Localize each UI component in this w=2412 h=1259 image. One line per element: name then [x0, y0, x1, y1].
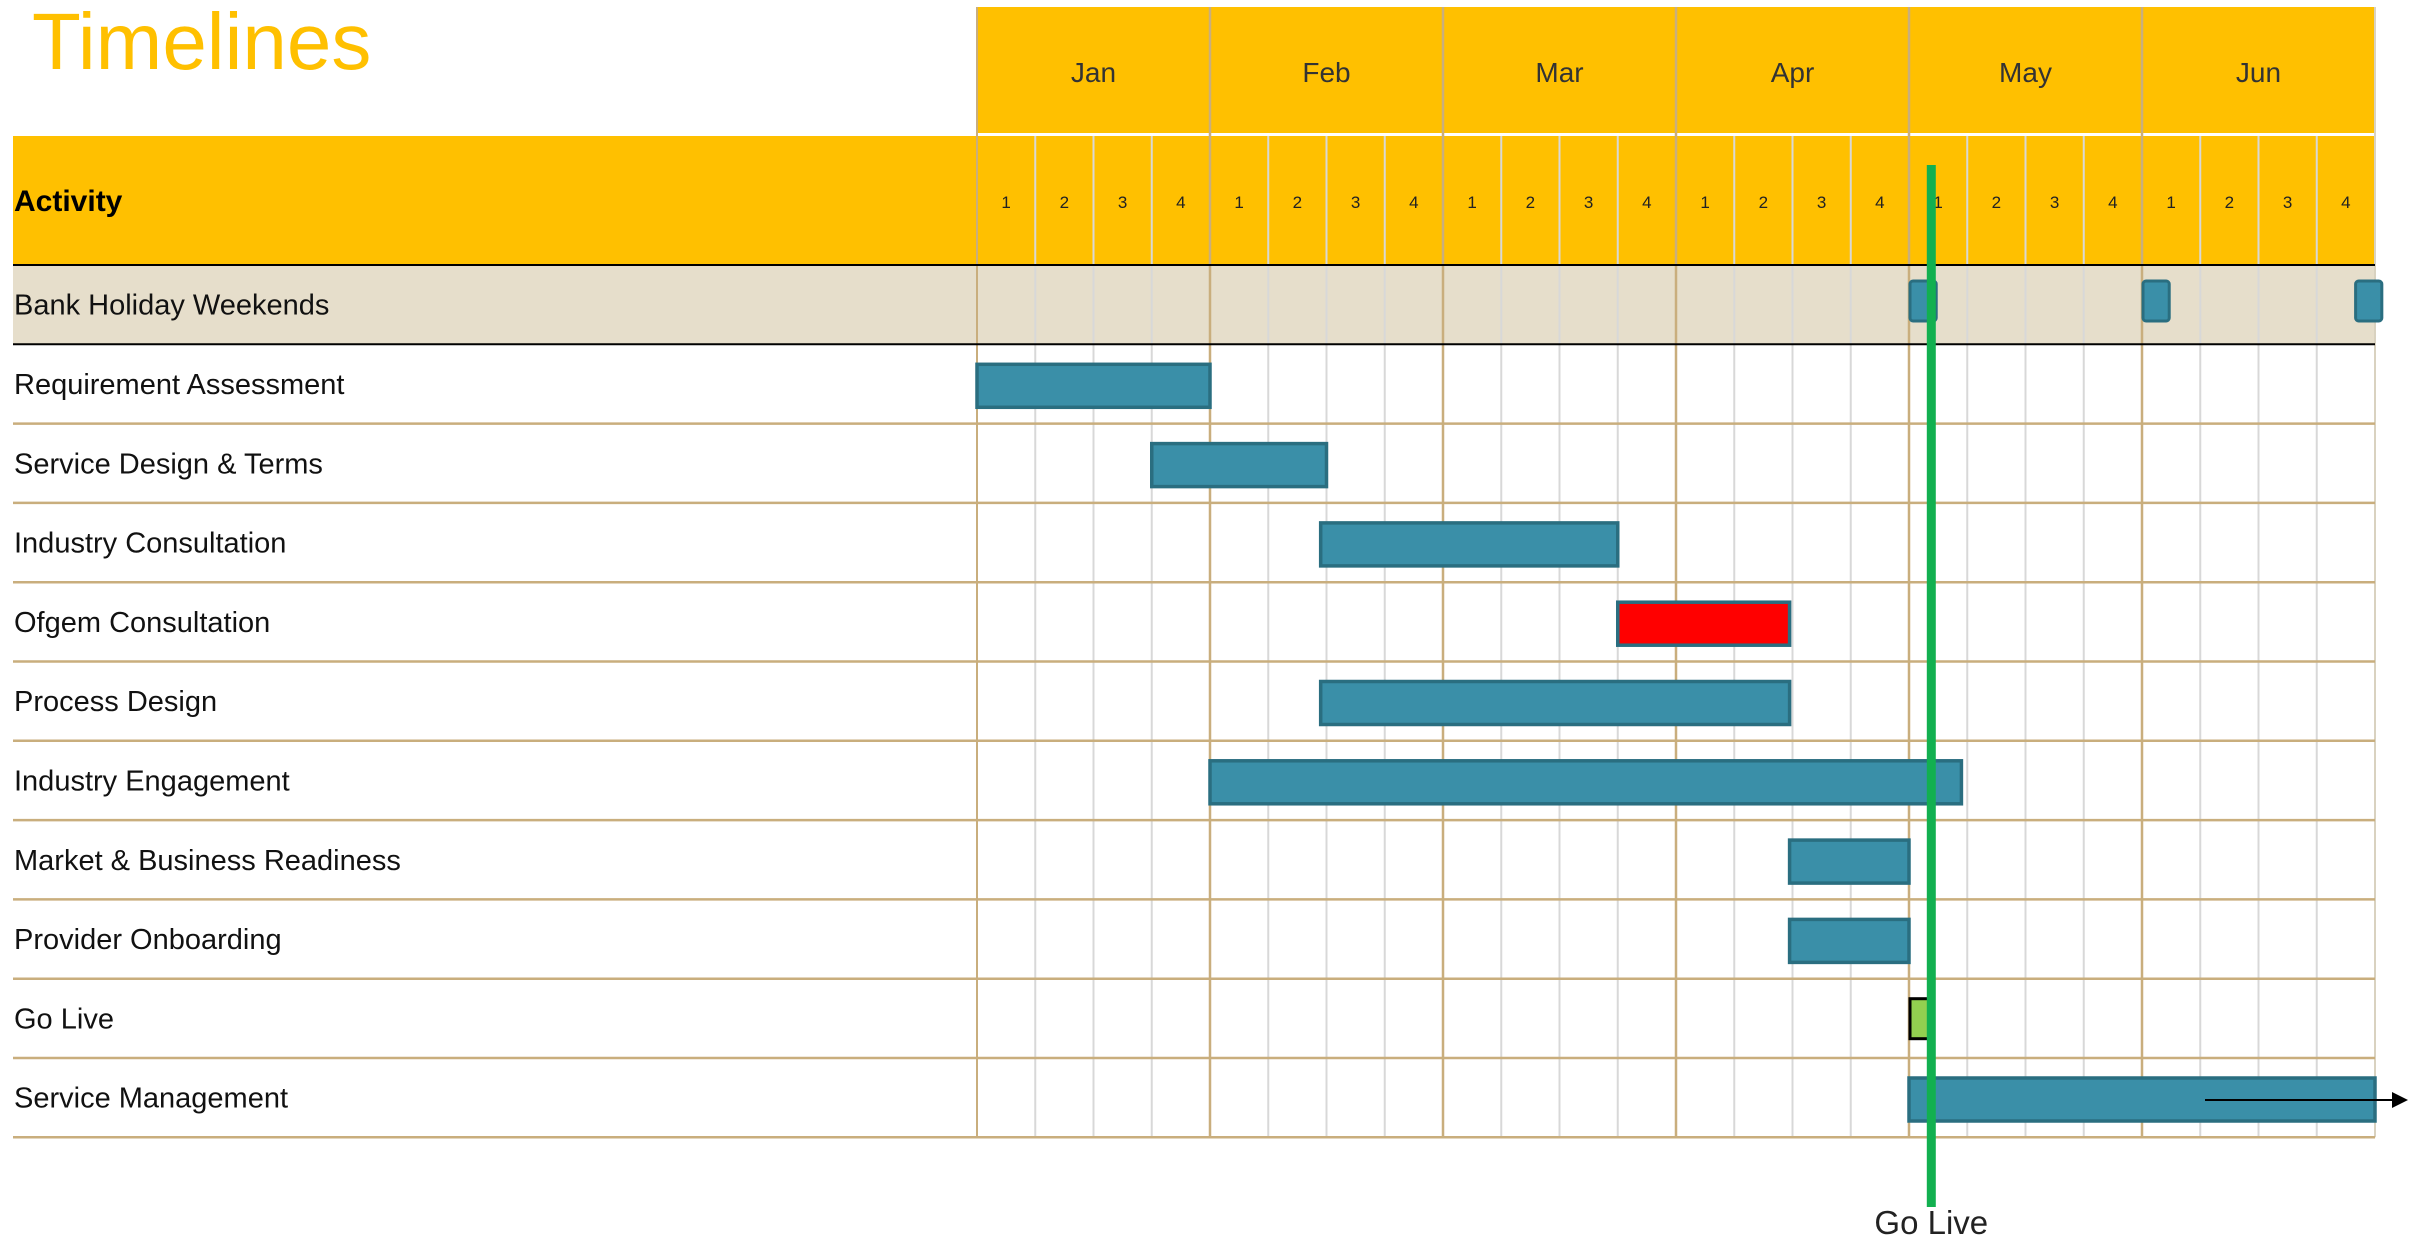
week-number-label: 4: [1409, 193, 1419, 212]
activity-bar: [1790, 919, 1909, 962]
holiday-marker-bar: [2356, 281, 2382, 321]
week-number-label: 3: [1117, 193, 1128, 212]
activity-label-industry-consultation: Industry Consultation: [14, 527, 287, 560]
week-number-label: 4: [1875, 193, 1885, 212]
activity-bar: [1321, 682, 1790, 725]
week-number-label: 2: [1292, 193, 1303, 212]
week-number-label: 1: [1700, 193, 1710, 212]
delayed-activity-bar: [1618, 602, 1790, 645]
week-number-label: 3: [1350, 193, 1361, 212]
week-number-label: 2: [1525, 193, 1536, 212]
activity-bar: [977, 364, 1210, 407]
week-number-label: 3: [1583, 193, 1594, 212]
activity-label-requirement-assessment: Requirement Assessment: [14, 368, 345, 401]
holiday-row-background: [13, 265, 2375, 344]
month-label-may: May: [1999, 57, 2052, 88]
activity-bar: [1152, 444, 1327, 487]
activity-column-header: Activity: [14, 185, 123, 218]
month-label-apr: Apr: [1770, 57, 1815, 88]
activity-label-industry-engagement: Industry Engagement: [14, 765, 290, 798]
activity-label-service-management: Service Management: [14, 1082, 289, 1115]
week-number-label: 4: [2108, 193, 2118, 212]
activity-bar: [1790, 840, 1909, 883]
activity-label-service-design-and-terms: Service Design & Terms: [14, 448, 323, 481]
activity-label-process-design: Process Design: [14, 686, 218, 719]
activity-label-ofgem-consultation: Ofgem Consultation: [14, 606, 271, 639]
week-number-label: 4: [1176, 193, 1186, 212]
activity-label-go-live: Go Live: [14, 1003, 114, 1036]
week-number-label: 1: [1001, 193, 1011, 212]
week-number-label: 1: [1234, 193, 1244, 212]
week-number-label: 2: [2224, 193, 2235, 212]
week-number-label: 2: [1991, 193, 2002, 212]
week-number-label: 4: [2341, 193, 2351, 212]
week-number-label: 1: [1933, 193, 1943, 212]
page-title: Timelines: [32, 0, 372, 86]
activity-label-market-and-business-readiness: Market & Business Readiness: [14, 844, 401, 877]
activity-bar: [1210, 761, 1961, 804]
activity-bar: [1321, 523, 1618, 566]
month-label-jan: Jan: [1070, 57, 1117, 88]
week-number-label: 1: [1467, 193, 1477, 212]
week-number-label: 2: [1059, 193, 1070, 212]
holiday-marker-bar: [2143, 281, 2169, 321]
month-label-feb: Feb: [1302, 57, 1351, 88]
week-number-label: 1: [2166, 193, 2176, 212]
week-header-band: [13, 136, 2375, 265]
continuation-arrowhead: [2392, 1092, 2408, 1108]
go-live-marker-label: Go Live: [1874, 1204, 1989, 1241]
activity-label-provider-onboarding: Provider Onboarding: [14, 924, 282, 957]
week-number-label: 3: [1816, 193, 1827, 212]
month-label-mar: Mar: [1535, 57, 1584, 88]
week-number-label: 2: [1758, 193, 1769, 212]
week-number-label: 3: [2282, 193, 2293, 212]
activity-label-bank-holiday-weekends: Bank Holiday Weekends: [14, 289, 330, 322]
week-number-label: 3: [2049, 193, 2060, 212]
month-label-jun: Jun: [2235, 57, 2282, 88]
week-number-label: 4: [1642, 193, 1652, 212]
